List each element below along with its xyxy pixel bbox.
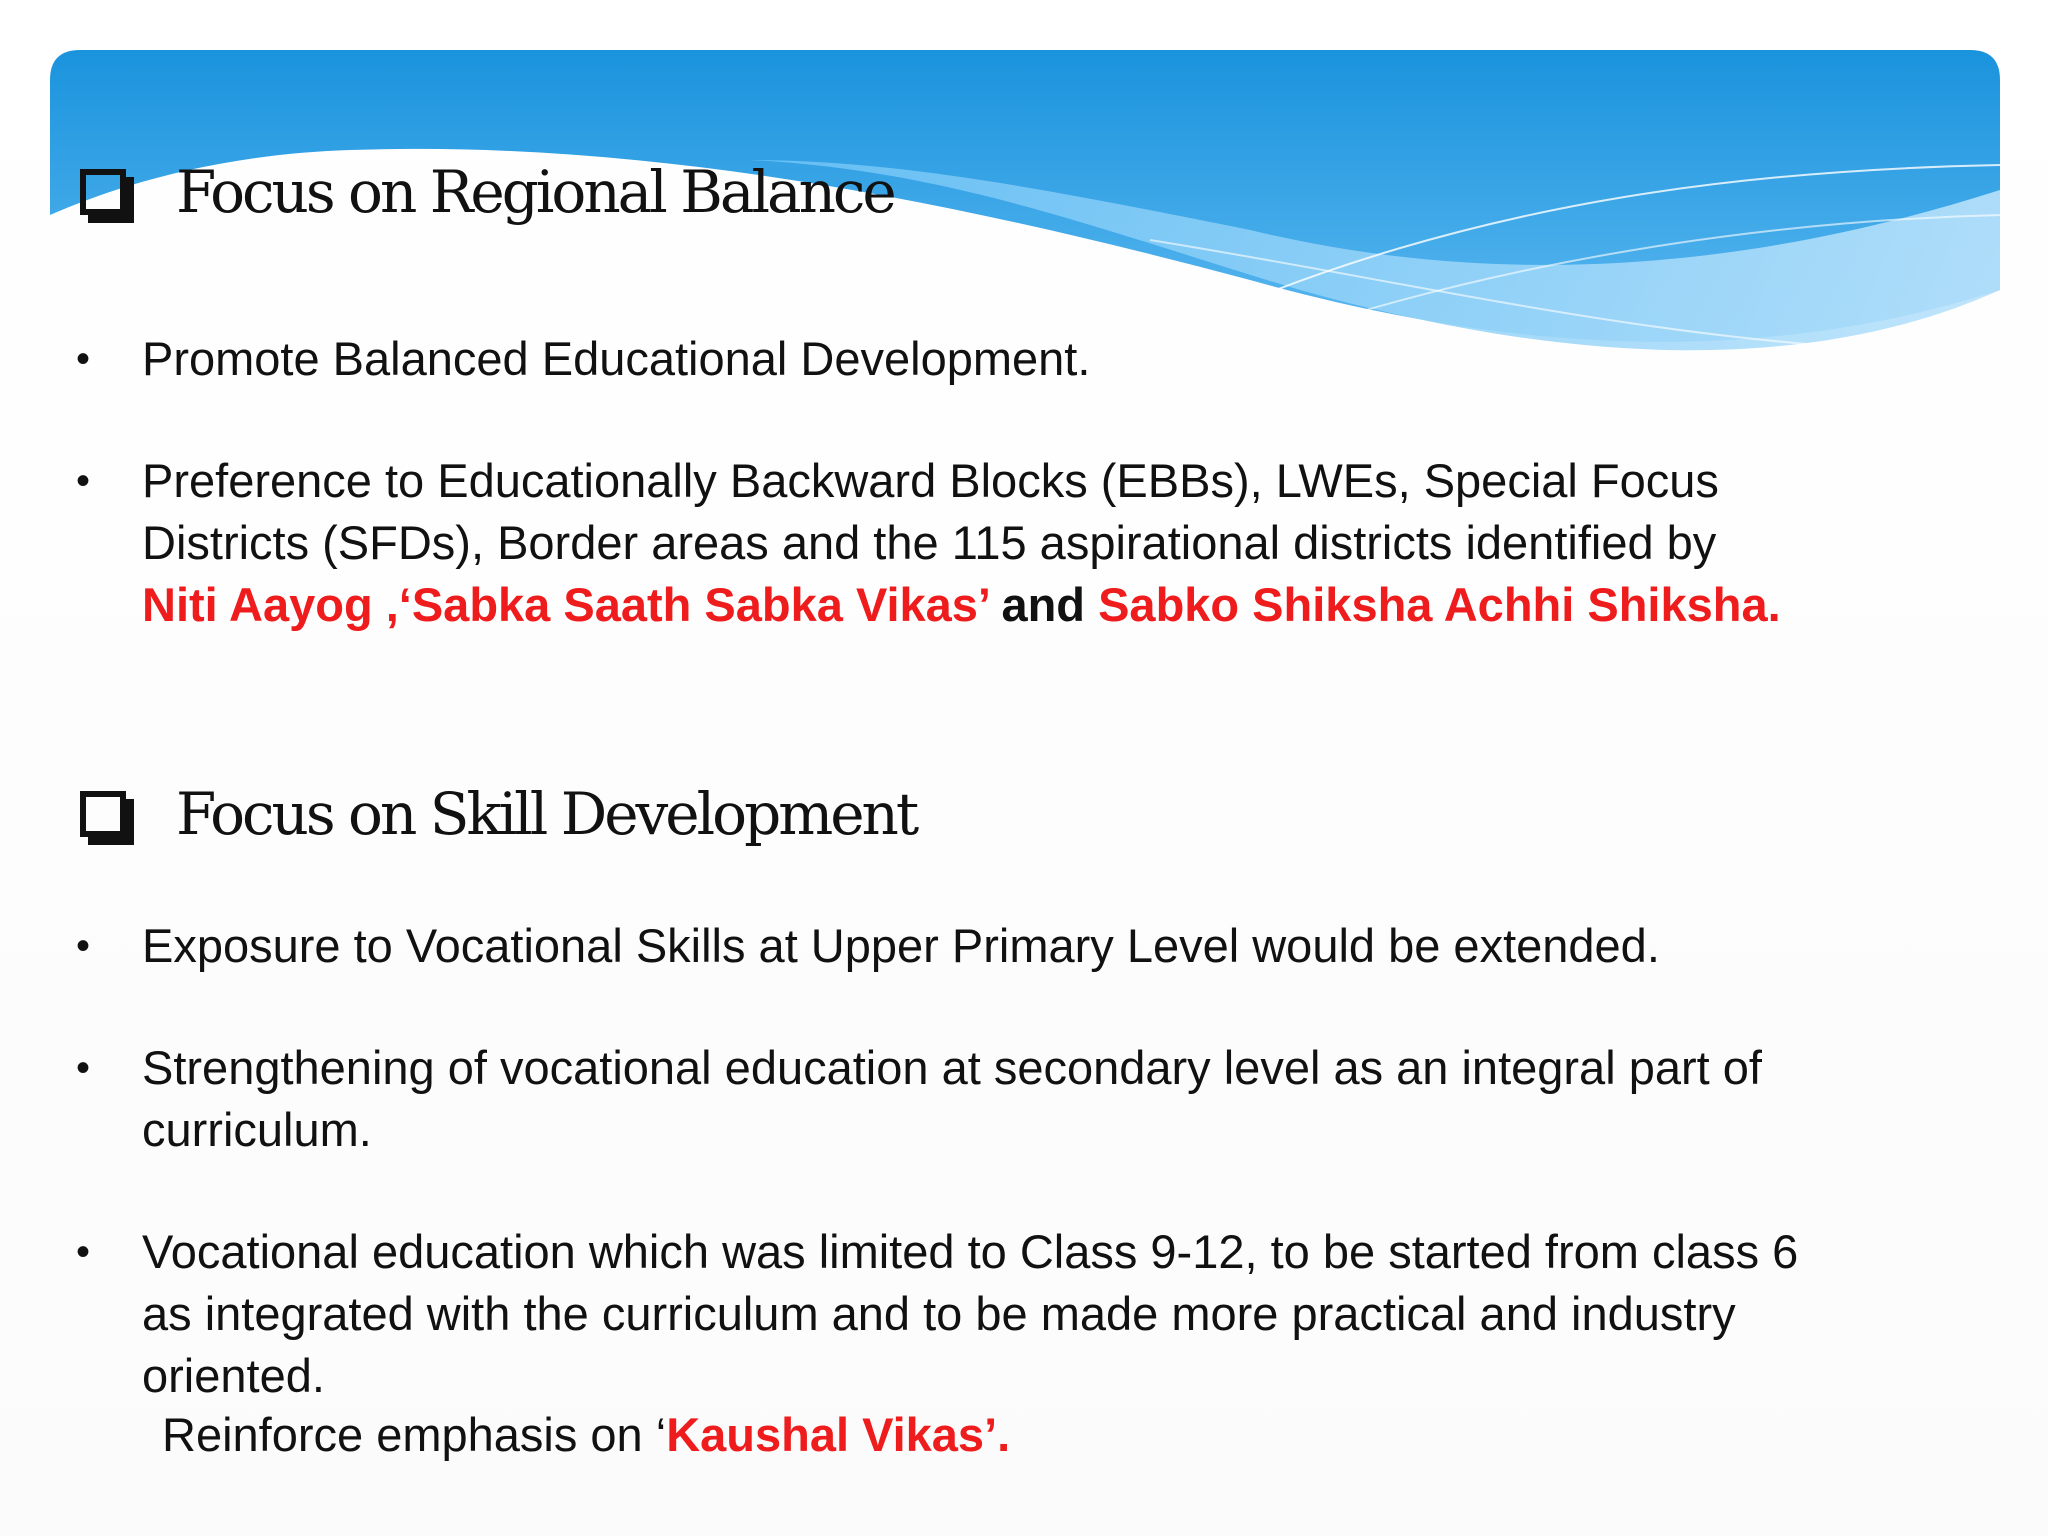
emphasis-niti-aayog: Niti Aayog ,‘Sabka Saath Sabka Vikas’ [142, 578, 989, 631]
note-prefix: Reinforce emphasis on ‘ [162, 1408, 667, 1461]
conjunction: and [988, 578, 1099, 631]
bullet-line: Strengthening of vocational education at secondary level as an integral part of [142, 1041, 1762, 1094]
bullet-dot-icon: • [76, 337, 91, 381]
heading-text: Focus on Regional Balance [176, 158, 894, 226]
bullet-dot-icon: • [76, 1046, 91, 1090]
bullet-dot-icon: • [76, 459, 91, 503]
bullet-line-emphasis [142, 574, 1976, 636]
bullet-line: curriculum. [142, 1103, 372, 1156]
bullet-line: oriented. [142, 1349, 325, 1402]
checkbox-bullet-icon [80, 791, 126, 837]
checkbox-bullet-icon [80, 169, 126, 215]
bullet-text [142, 450, 1976, 636]
section-heading-regional [80, 158, 894, 226]
bullet-line: Districts (SFDs), Border areas and the 115 aspirational districts identified by [142, 516, 1717, 569]
heading-text: Focus on Skill Development [176, 780, 917, 848]
bullet-text: Exposure to Vocational Skills at Upper Primary Level would be extended. [142, 919, 1660, 972]
bullet-text [142, 1037, 1976, 1161]
bullet-text: Promote Balanced Educational Development. [142, 332, 1091, 385]
emphasis-sabko-shiksha: Sabko Shiksha Achhi Shiksha. [1098, 578, 1781, 631]
bullet-dot-icon: • [76, 1230, 91, 1274]
section-heading-skill [80, 780, 916, 848]
bullet-line: as integrated with the curriculum and to be made more practical and industry [142, 1287, 1736, 1340]
bullet-dot-icon: • [76, 924, 91, 968]
bullet-line: Vocational education which was limited to Class 9-12, to be started from class 6 [142, 1225, 1799, 1278]
emphasis-kaushal-vikas: Kaushal Vikas’. [666, 1408, 1011, 1461]
bullet-line: Preference to Educationally Backward Blocks (EBBs), LWEs, Special Focus [142, 454, 1719, 507]
kaushal-vikas-note [162, 1404, 1010, 1466]
bullet-text [142, 1221, 1976, 1407]
